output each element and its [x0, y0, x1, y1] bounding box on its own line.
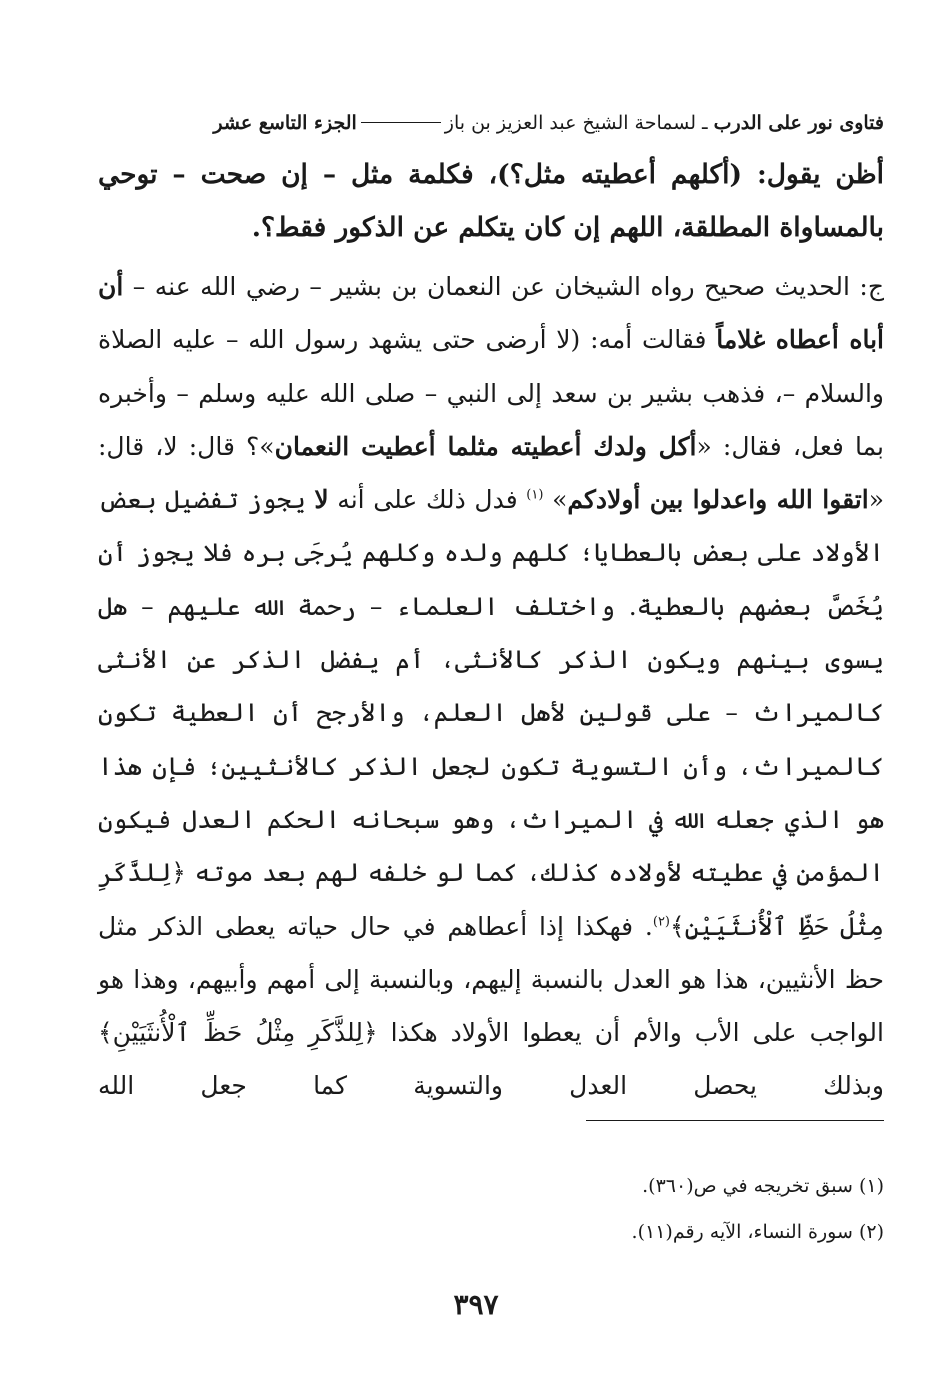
answer-part-5: »؟ قال: لا، قال: «	[98, 431, 884, 515]
footnote-1: (١) سبق تخريجه في ص(٣٦٠).	[642, 1175, 884, 1197]
answer-part-12: . فهكذا إذا أعطاهم في حال حياته يعطى الذكر مثل حظ الأنثيين، هذا هو العدل بالنسبة إليهم، وبالنسبة إلى أمهم وأبيهم، وهذا هو الواجب على الأب والأم أن يعطوا الأولاد هكذا	[98, 911, 884, 1048]
answer-part-3: فقالت أمه: (لا أرضى حتى يشهد رسول الله – عليه الصلاة والسلام –، فذهب بشير بن سعد إلى النبي – صلى الله عليه وسلم – وأخبره بما فعل، فقال: «	[98, 325, 885, 461]
answer-bold-1: أن أباه أعطاه غلاماً	[98, 272, 884, 355]
page-number: ٣٩٧	[453, 1288, 499, 1321]
quran-verse-1: ﴿لِلذَّكَرِ مِثْلُ حَظِّ ٱلْأُنثَيَيْنِ﴾	[98, 858, 885, 941]
footnote-separator	[586, 1120, 884, 1121]
answer-bold-la: لا	[314, 485, 329, 515]
hadith-command: اتقوا الله واعدلوا بين أولادكم	[567, 485, 869, 515]
answer-part-8: فدل ذلك على أنه	[328, 485, 527, 515]
answer-part-7: »	[543, 485, 568, 515]
answer-text	[98, 260, 884, 1113]
answer-part-10: يجوز تفضيل بعض الأولاد على بعض بالعطايا؛ كلهم ولده وكلهم يُرجَى بره فلا يجوز أن يُخَصَّ بعضهم بالعطية. واختلف العلماء – رحمة الله عليهم – هل يسوى بينهم ويكون الذكر كالأنثى، أم يفضل الذكر عن الأنثى كالميراث – على قولين لأهل العلم، والأرجح أن العطية تكون كالميراث، وأن التسوية تكون لجعل الذكر كالأنثيين؛ فإن هذا هو الذي جعله الله في الميراث، وهو سبحانه الحكم العدل فيكون المؤمن في عطيته لأولاده كذلك، كما لو خلفه لهم بعد موته	[98, 485, 884, 888]
header-dash: ـ	[696, 112, 714, 134]
answer-part-14: وبذلك يحصل العدل والتسوية كما جعل الله	[98, 1071, 884, 1101]
footnote-2: (٢) سورة النساء، الآيه رقم(١١).	[631, 1221, 884, 1243]
running-header	[98, 112, 884, 148]
author-name: لسماحة الشيخ عبد العزيز بن باز	[444, 112, 696, 134]
footnote-marker-2: (٢)	[652, 914, 670, 930]
book-title: فتاوى نور على الدرب	[713, 112, 884, 134]
quran-verse-2: ﴿لِلذَّكَرِ مِثْلُ حَظِّ ٱلْأُنثَيَيْنِ﴾	[98, 1018, 378, 1048]
footnote-marker-1: (١)	[526, 487, 544, 503]
footnotes	[98, 1163, 884, 1255]
hadith-question: أكل ولدك أعطيته مثلما أعطيت النعمان	[274, 431, 697, 461]
answer-intro: ج: الحديث صحيح رواه الشيخان عن النعمان بن بشير – رضي الله عنه –	[123, 272, 884, 301]
volume-label: الجزء التاسع عشر	[213, 112, 357, 134]
page-body	[98, 112, 884, 1113]
header-rule	[361, 122, 441, 123]
question-text: أظن يقول: (أكلهم أعطيته مثل؟)، فكلمة مثل – إن صحت – توحي بالمساواة المطلقة، اللهم إن كان يتكلم عن الذكور فقط؟.	[98, 159, 884, 243]
